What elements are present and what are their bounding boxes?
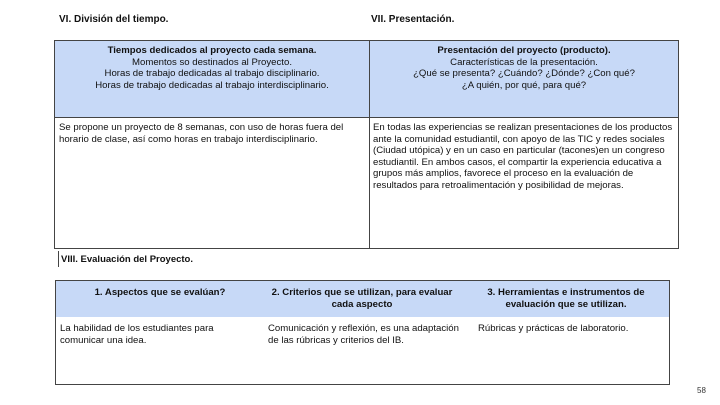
tiempo-header-title: Tiempos dedicados al proyecto cada semana. (107, 45, 317, 56)
presentacion-header-line3: ¿Qué se presenta? ¿Cuándo? ¿Dónde? ¿Con qué? (413, 68, 635, 80)
tiempo-header-line3: Horas de trabajo dedicadas al trabajo disciplinario. (104, 68, 320, 80)
eval-col2-header: 2. Criterios que se utilizan, para evaluar cada aspecto (271, 287, 453, 310)
eval-col1-header: 1. Aspectos que se evalúan? (94, 287, 226, 298)
tiempo-body: Se propone un proyecto de 8 semanas, con uso de horas fuera del horario de clase, así como horas en trabajo interdisciplinario. (59, 122, 344, 145)
presentacion-header-cell (370, 41, 678, 117)
eval-col3-body: Rúbricas y prácticas de laboratorio. (478, 323, 629, 334)
top-table-row-divider (55, 117, 678, 118)
eval-col2-body: Comunicación y reflexión, es una adaptación de las rúbricas y criterios del IB. (268, 323, 459, 346)
page-number: 58 (697, 386, 706, 395)
tiempo-header-cell (55, 41, 369, 117)
text-cursor-line (58, 251, 59, 267)
tiempo-header-line4: Horas de trabajo dedicadas al trabajo interdisciplinario. (95, 79, 329, 91)
presentacion-header-title: Presentación del proyecto (producto). (437, 45, 611, 56)
presentacion-body: En todas las experiencias se realizan presentaciones de los productos ante la comunidad estudiantil, con apoyo de las TIC y redes sociales (Ciudad utópica) y en un caso en particular (tacones)en un congreso estudiantil. En ambos casos, el compartir la experiencia educativa a grupos más amplios, favorece el proceso en la evaluación de resultados para retroalimentación y posibilidad de mejoras. (373, 122, 673, 191)
section-title-presentacion: VII. Presentación. (371, 14, 455, 25)
tiempo-header-line2: Momentos so destinados al Proyecto. (132, 56, 292, 68)
top-table-col-divider (369, 41, 370, 248)
section-title-evaluacion: VIII. Evaluación del Proyecto. (61, 254, 193, 265)
top-table (54, 40, 679, 249)
section-title-division-tiempo: VI. División del tiempo. (59, 14, 169, 25)
eval-col1-body: La habilidad de los estudiantes para comunicar una idea. (60, 323, 214, 346)
evaluation-table (55, 280, 670, 385)
eval-col3-header: 3. Herramientas e instrumentos de evaluación que se utilizan. (487, 287, 645, 310)
presentacion-header-line4: ¿A quién, por qué, para qué? (461, 79, 587, 91)
presentacion-header-line2: Características de la presentación. (450, 56, 598, 68)
